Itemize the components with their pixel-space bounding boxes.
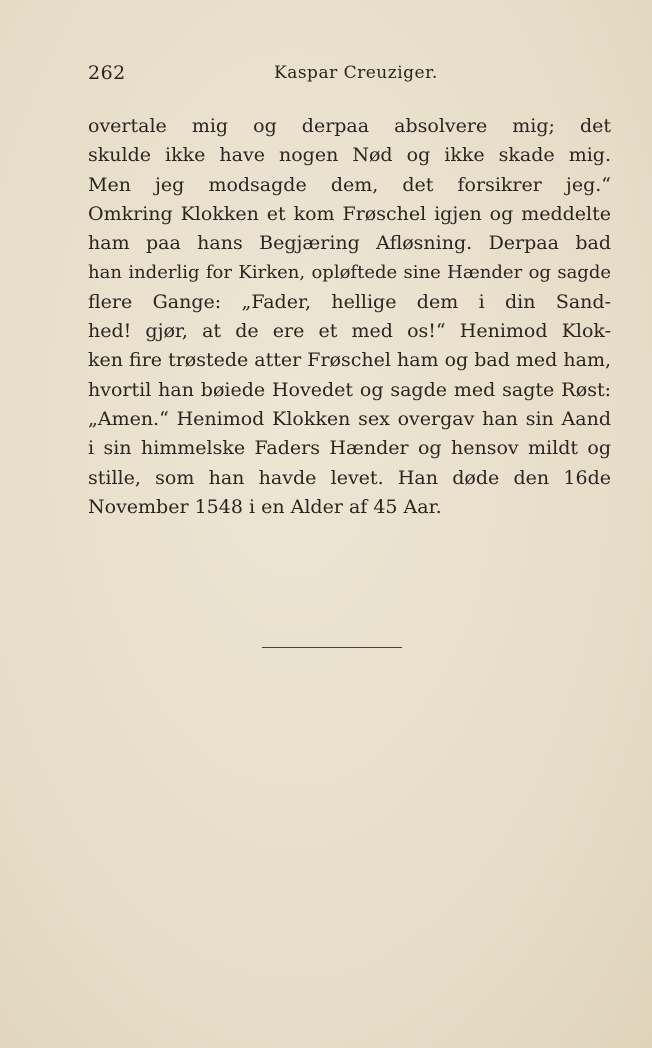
text-line: flere Gange: „Fader, hellige dem i din Sand- bbox=[88, 290, 611, 313]
text-line: ham paa hans Begjæring Afløsning. Derpaa bad bbox=[88, 232, 611, 255]
text-line: „Amen.“ Henimod Klokken sex overgav han sin Aand bbox=[88, 407, 611, 430]
text-line: stille, som han havde levet. Han døde den 16de bbox=[88, 466, 611, 489]
text-line: i sin himmelske Faders Hænder og hensov mildt og bbox=[88, 437, 611, 460]
running-title: Kaspar Creuziger. bbox=[274, 63, 438, 83]
text-line: hvortil han bøiede Hovedet og sagde med sagte Røst: bbox=[88, 378, 611, 401]
text-line: overtale mig og derpaa absolvere mig; det bbox=[88, 115, 611, 137]
text-line: han inderlig for Kirken, opløftede sine Hænder og sagde bbox=[88, 262, 611, 284]
text-line: Men jeg modsagde dem, det forsikrer jeg.“ bbox=[88, 173, 611, 196]
text-line: Omkring Klokken et kom Frøschel igjen og meddelte bbox=[88, 202, 611, 225]
body-text bbox=[88, 112, 611, 522]
page-number: 262 bbox=[88, 62, 126, 84]
text-line: November 1548 i en Alder af 45 Aar. bbox=[88, 495, 442, 518]
text-line: ken fire trøstede atter Frøschel ham og bad med ham, bbox=[88, 349, 612, 372]
section-divider-rule bbox=[262, 647, 402, 648]
text-line: skulde ikke have nogen Nød og ikke skade mig. bbox=[88, 144, 611, 167]
text-line: hed! gjør, at de ere et med os!“ Henimod Klok- bbox=[88, 320, 611, 343]
running-head bbox=[88, 62, 608, 88]
